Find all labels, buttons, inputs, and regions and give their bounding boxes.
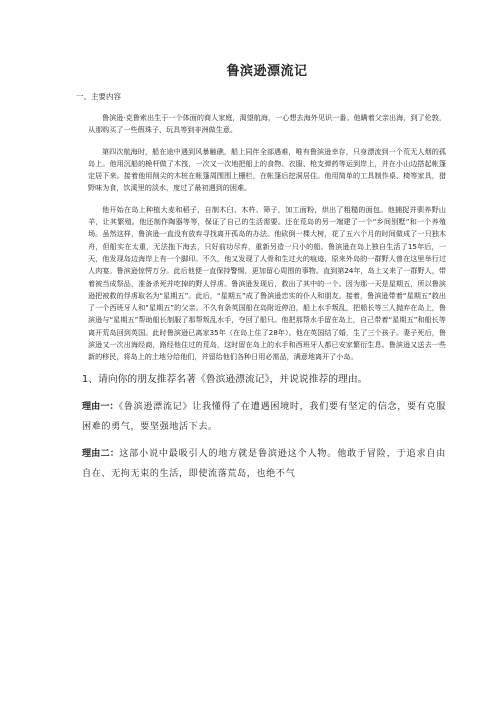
reason-2 xyxy=(82,444,446,485)
question-recommend: 1、请向你的朋友推荐名著《鲁滨逊漂流记》，并说说推荐的理由。 xyxy=(82,373,368,385)
reason-1-text: 《鲁滨逊漂流记》让我懂得了在遭遇困境时，我们要有坚定的信念，要有克服困难的勇气，要坚强地活下去。 xyxy=(82,401,446,433)
reason-1-label: 理由一： xyxy=(82,401,119,412)
paragraph-island-life: 他开始在岛上种植大麦和稻子，自制木臼、木杵、筛子，加工面粉，烘出了粗糙的面包。他捕捉并驯养野山羊，让其繁殖。他还制作陶器等等，保证了自己的生活需要。还在荒岛的另一端建了一个“乡间别墅”和一个养殖场。虽然这样，鲁滨逊一直没有放弃寻找离开孤岛的办法。他砍倒一棵大树，花了五六个月的时间做成了一只独木舟，但船实在太重，无法拖下海去，只好前功尽弃，重新另造一只小的船。鲁滨逊在岛上独自生活了15年后，一天，他发现岛边海岸上有一个脚印。不久，他又发现了人骨和生过火的痕迹，原来外岛的一群野人曾在这里举行过人肉宴。鲁滨逊惊愕万分。此后他便一直保持警惕，更加留心周围的事物。直到第24年，岛上又来了一群野人，带着被当成祭品，准备杀死并吃掉的野人俘虏。鲁滨逊发现后，救出了其中的一个。因为那一天是星期五，所以鲁滨逊把被救的俘虏取名为“星期五”。此后，“星期五”成了鲁滨逊忠实的仆人和朋友。接着，鲁滨逊带着“星期五”救出了一个西班牙人和“星期五”的父亲。不久有条英国船在岛附近停泊，船上水手叛乱，把船长等三人抛弃在岛上，鲁滨逊与“星期五”帮助船长制服了那帮叛乱水手，夺回了船只。他把那帮水手留在岛上，自己带着“星期五”和船长等离开荒岛回到英国。此时鲁滨逊已离家35年（在岛上住了28年）。他在英国结了婚，生了三个孩子。妻子死后，鲁滨逊又一次出海经商，路经他住过的荒岛，这时留在岛上的水手和西班牙人都已安家繁衍生息。鲁滨逊又送去一些新的移民，将岛上的土地分给他们，并留给他们各种日用必需品，满意地离开了小岛。 xyxy=(88,204,446,362)
paragraph-intro: 鲁滨逊·克鲁索出生于一个体面的商人家庭，渴望航海，一心想去海外见识一番。他瞒着父亲出海，到了伦敦，从那购买了一些假珠子、玩具等到非洲做生意。 xyxy=(88,113,446,135)
section-heading-main-content: 一、主要内容 xyxy=(76,92,121,101)
reason-2-text: 这部小说中最吸引人的地方就是鲁滨逊这个人物。他敢于冒险，于追求自由自在、无拘无束的生活，即使流落荒岛，也绝不气 xyxy=(82,448,446,480)
reason-2-label: 理由二： xyxy=(82,448,120,459)
paragraph-shipwreck: 第四次航海时，船在途中遇到风暴触礁，船上同伴全部遇难，唯有鲁滨逊幸存，只身漂流到一个荒无人烟的孤岛上。他用沉船的桅杆做了木筏，一次又一次地把船上的食物、衣服、枪支弹药等运到岸上，并在小山边搭起帐篷定居下来。接着他用削尖的木桩在帐篷周围围上栅栏，在帐篷后挖洞居住。他用简单的工具制作桌、椅等家具，猎野味为食，饮溪里的淡水，度过了最初遇到的困难。 xyxy=(88,146,446,193)
reason-1 xyxy=(82,397,446,438)
document-title: 鲁滨逊漂流记 xyxy=(226,64,308,79)
